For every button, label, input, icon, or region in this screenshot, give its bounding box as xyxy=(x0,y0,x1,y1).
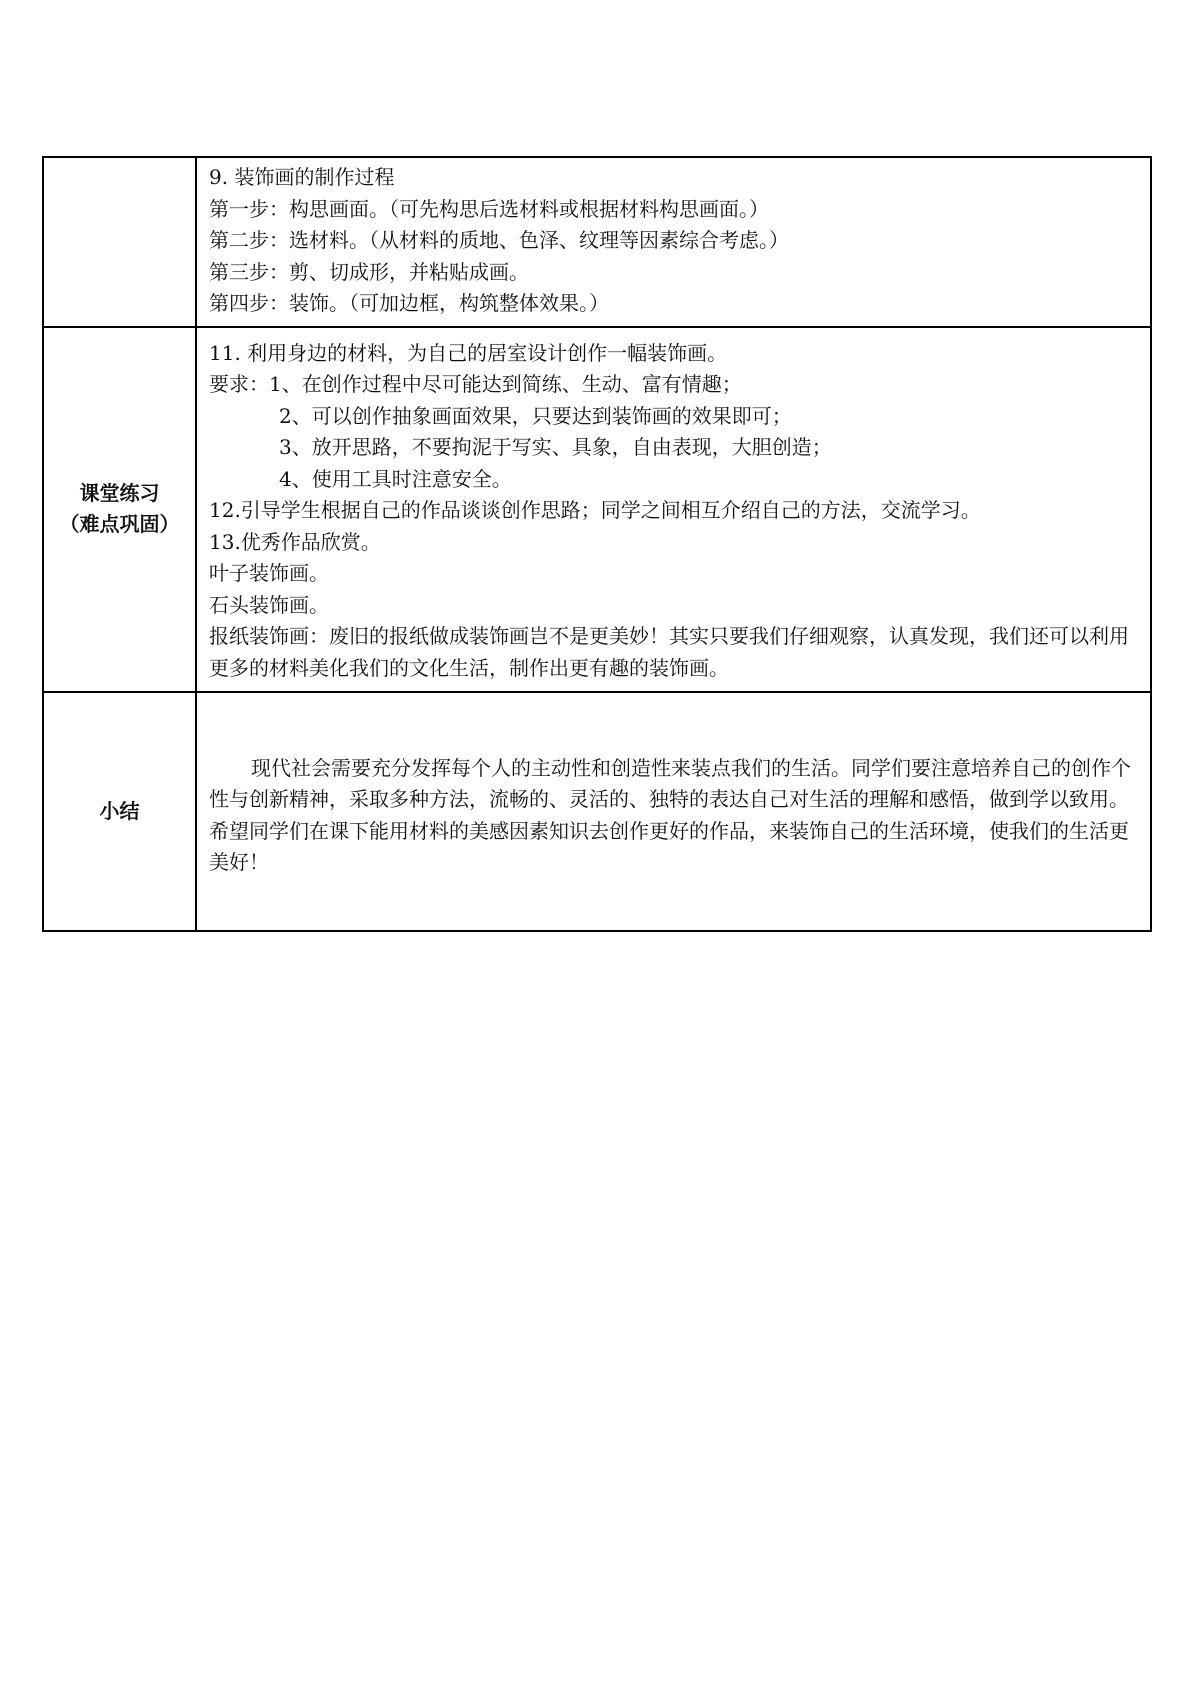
process-title: 9. 装饰画的制作过程 xyxy=(209,165,395,189)
table-row xyxy=(43,327,1151,692)
row-label-cell xyxy=(43,327,196,692)
practice-appreciation: 13.优秀作品欣赏。 xyxy=(209,529,381,554)
practice-task: 11. 利用身边的材料，为自己的居室设计创作一幅装饰画。 xyxy=(209,340,728,365)
process-step-4: 第四步：装饰。（可加边框，构筑整体效果。） xyxy=(209,291,609,315)
practice-newspaper-painting: 报纸装饰画：废旧的报纸做成装饰画岂不是更美妙！其实只要我们仔细观察，认真发现，我们还可以利用更多的材料美化我们的文化生活，制作出更有趣的装饰画。 xyxy=(209,624,1129,680)
summary-content-cell xyxy=(196,692,1151,931)
practice-requirement-1: 要求：1、在创作过程中尽可能达到简练、生动、富有情趣； xyxy=(209,372,742,396)
process-step-3: 第三步：剪、切成形，并粘贴成画。 xyxy=(209,259,529,284)
practice-requirement-2: 2、可以创作抽象画面效果，只要达到装饰画的效果即可； xyxy=(279,403,792,428)
lesson-plan-table xyxy=(42,156,1152,932)
practice-stone-painting: 石头装饰画。 xyxy=(209,592,329,617)
practice-discussion: 12.引导学生根据自己的作品谈谈创作思路；同学之间相互介绍自己的方法，交流学习。 xyxy=(209,498,981,522)
practice-leaf-painting: 叶子装饰画。 xyxy=(209,561,329,585)
practice-requirement-3: 3、放开思路，不要拘泥于写实、具象，自由表现，大胆创造； xyxy=(279,435,832,459)
practice-label: 课堂练习 xyxy=(79,481,160,505)
summary-paragraph: 现代社会需要充分发挥每个人的主动性和创造性来装点我们的生活。同学们要注意培养自己的创作个性与创新精神，采取多种方法，流畅的、灵活的、独特的表达自己对生活的理解和感悟，做到学以致用。希望同学们在课下能用材料的美感因素知识去创作更好的作品，来装饰自己的生活环境，使我们的生活更美好！ xyxy=(209,755,1131,874)
process-step-1: 第一步：构思画面。（可先构思后选材料或根据材料构思画面。） xyxy=(209,196,769,221)
practice-content-cell xyxy=(196,327,1151,692)
practice-requirement-4: 4、使用工具时注意安全。 xyxy=(279,466,512,491)
row-label-cell xyxy=(43,157,196,327)
table-row xyxy=(43,157,1151,327)
table-row xyxy=(43,692,1151,931)
practice-sublabel: （难点巩固） xyxy=(59,512,180,536)
summary-label: 小结 xyxy=(99,798,140,823)
process-step-2: 第二步：选材料。（从材料的质地、色泽、纹理等因素综合考虑。） xyxy=(209,228,789,252)
row-label-cell xyxy=(43,692,196,931)
process-content-cell xyxy=(196,157,1151,327)
